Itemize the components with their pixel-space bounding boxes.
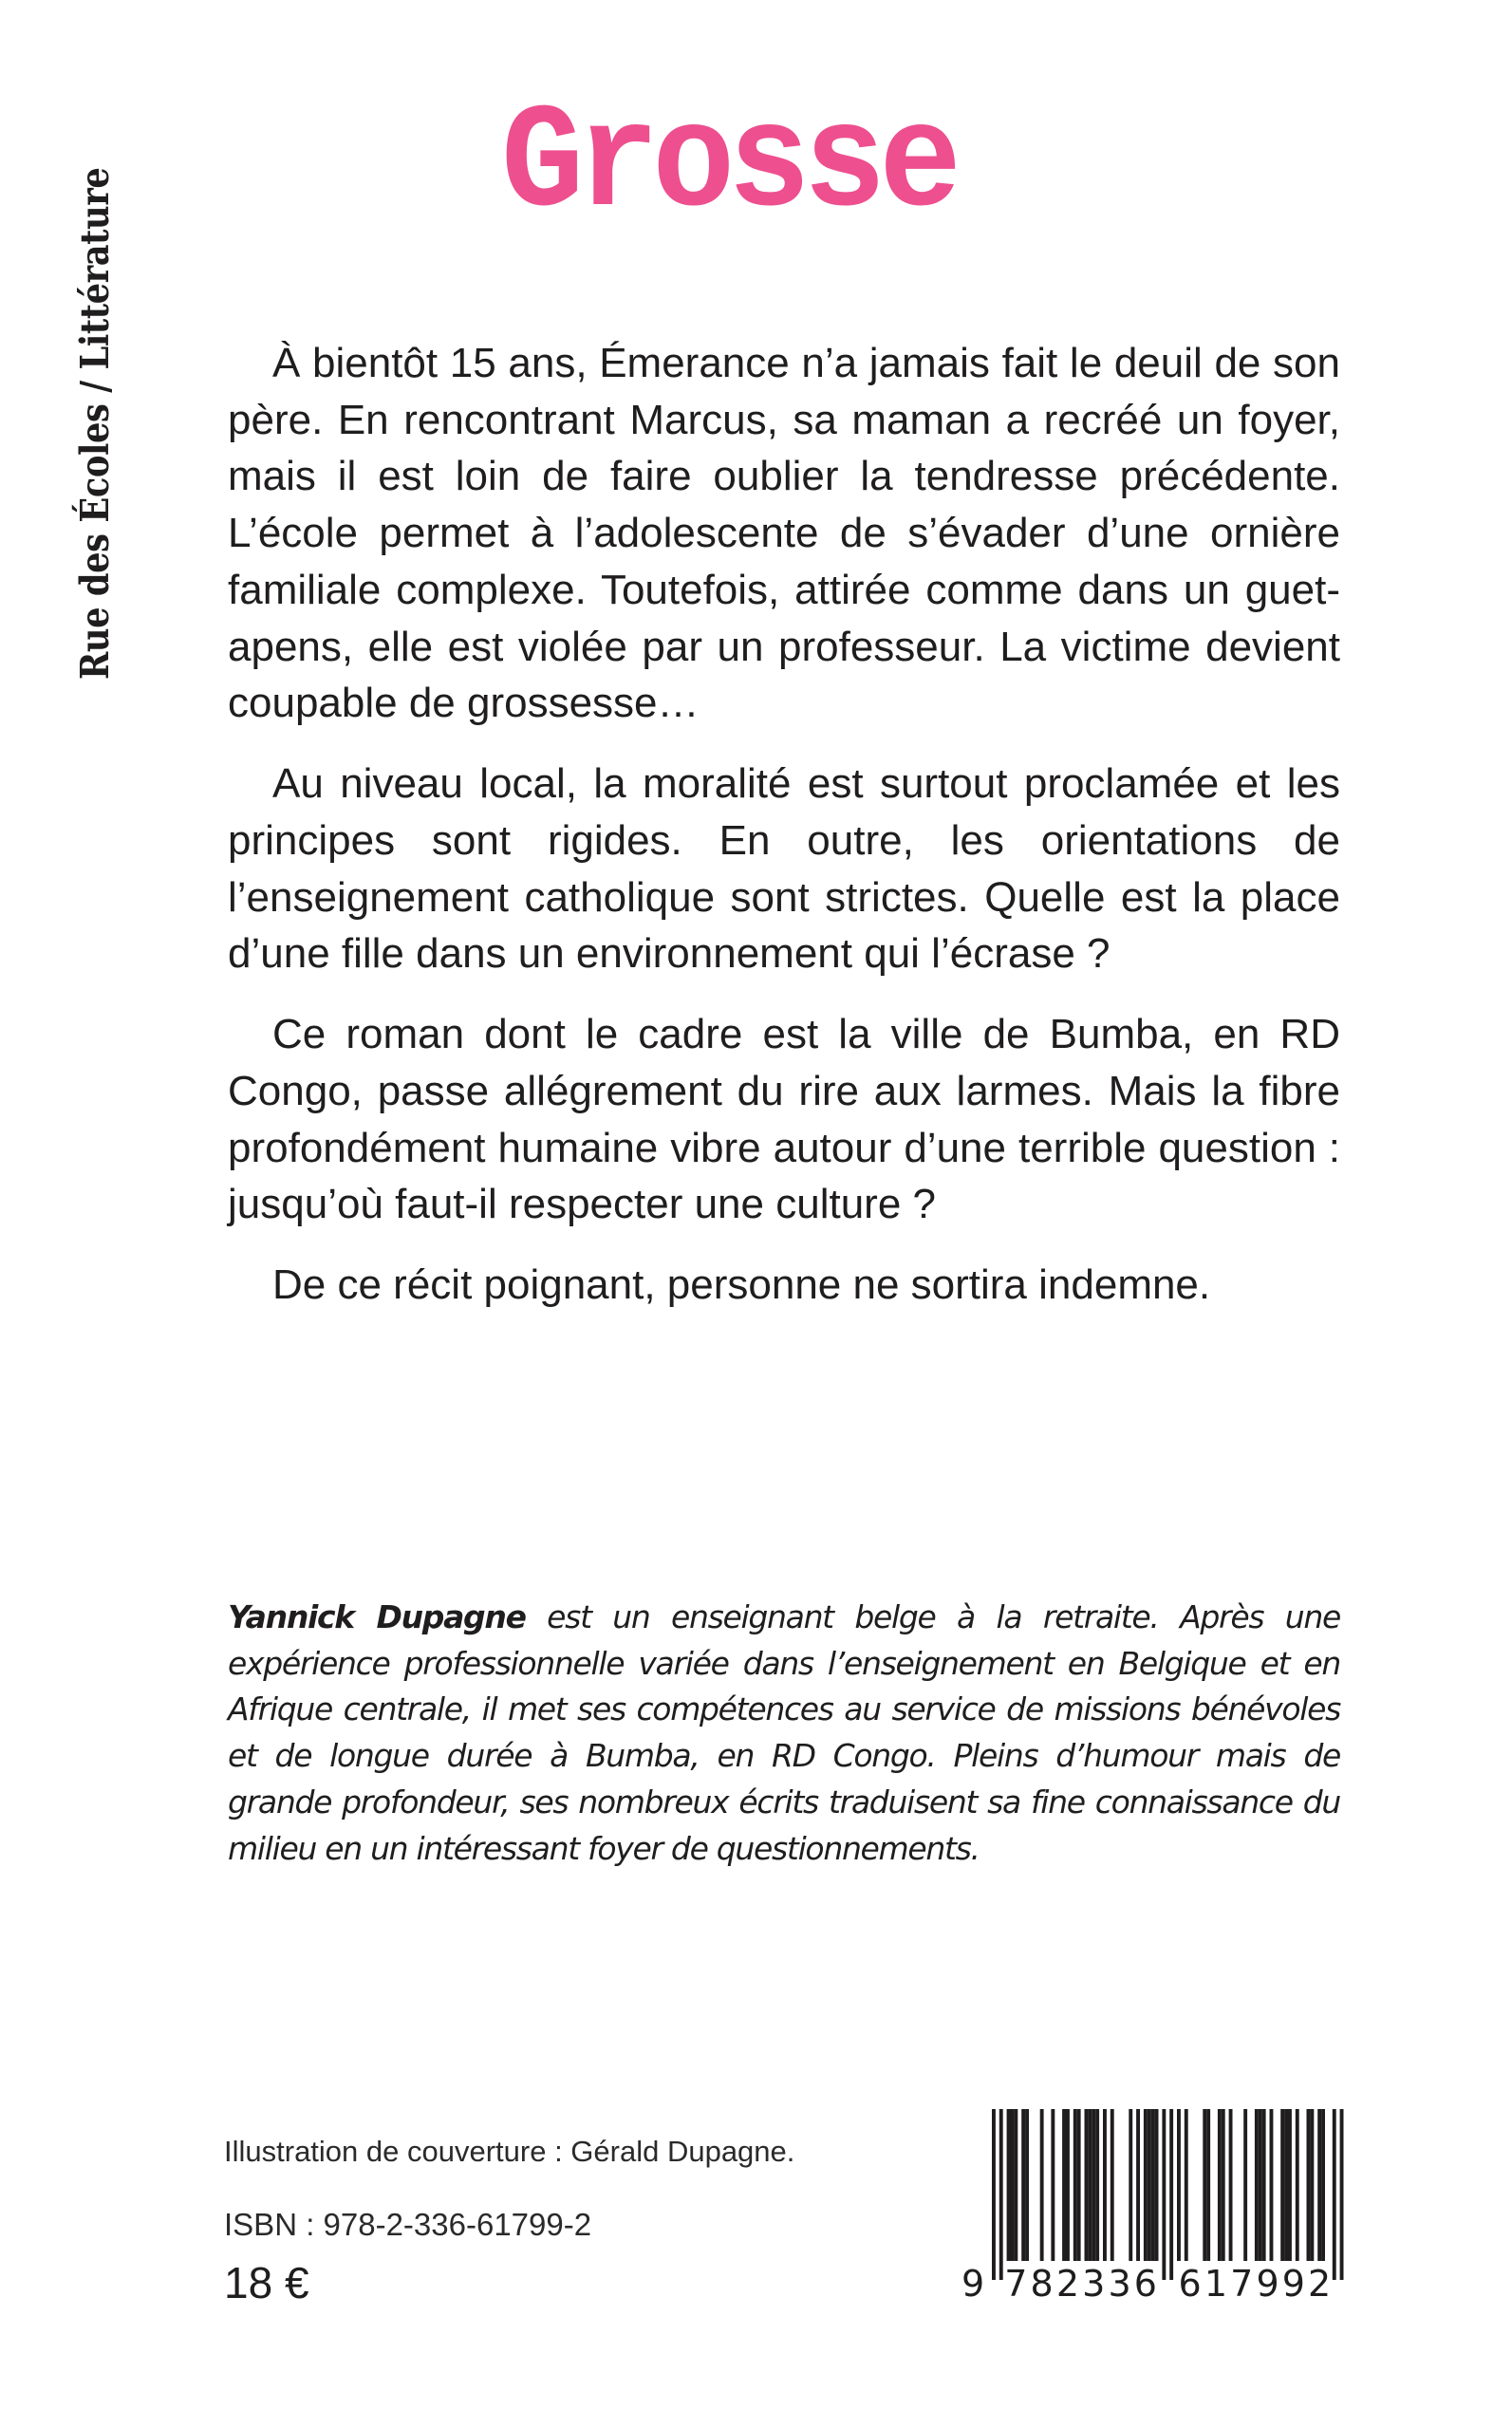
author-bio-text: est un enseignant belge à la retraite. Après une expérience professionnelle variée dans l’enseignement en Belgique et en Afrique centrale, il met ses compétences au service de missions bénévoles et de longue durée à Bumba, en RD Congo. Pleins d’humour mais de grande profondeur, ses nombreux écrits traduisent sa fine connaissance du milieu en un intéressant foyer de questionnements. (228, 1598, 1340, 1867)
svg-text:6: 6 (1178, 2263, 1202, 2305)
svg-text:7: 7 (1004, 2263, 1028, 2305)
blurb-paragraph: À bientôt 15 ans, Émerance n’a jamais fait le deuil de son père. En rencontrant Marcus, sa maman a recréé un foyer, mais il est loin de faire oublier la tendresse précédente. L’école permet à l’adolescente de s’évader d’une ornière familiale complexe. Toutefois, attirée comme dans un guet-apens, elle est violée par un professeur. La victime devient coupable de grossesse… (228, 340, 1340, 727)
blurb-paragraph: Au niveau local, la moralité est surtout proclamée et les principes sont rigides. En outre, les orientations de l’enseignement catholique sont strictes. Quelle est la place d’une fille dans un environnement qui l’écrase ? (228, 760, 1340, 978)
back-cover-blurb (228, 335, 1340, 1337)
book-title: Grosse (501, 81, 955, 249)
svg-text:8: 8 (1030, 2263, 1054, 2305)
svg-text:7: 7 (1230, 2263, 1254, 2305)
illustration-credit: Illustration de couverture : Gérald Dupagne. (224, 2135, 795, 2168)
svg-text:1: 1 (1204, 2263, 1228, 2305)
svg-text:2: 2 (1308, 2263, 1332, 2305)
isbn-label: ISBN : 978-2-336-61799-2 (224, 2207, 592, 2242)
svg-text:3: 3 (1082, 2263, 1106, 2305)
blurb-paragraph: De ce récit poignant, personne ne sortira indemne. (272, 1261, 1211, 1309)
svg-text:3: 3 (1108, 2263, 1131, 2305)
author-name: Yannick Dupagne (228, 1598, 526, 1635)
svg-text:2: 2 (1055, 2263, 1080, 2305)
svg-text:6: 6 (1133, 2263, 1157, 2305)
blurb-paragraph: Ce roman dont le cadre est la ville de Bumba, en RD Congo, passe allégrement du rire aux larmes. Mais la fibre profondément humaine vibre autour d’une terrible question : jusqu’où faut-il respecter une culture ? (228, 1011, 1340, 1228)
barcode-icon (954, 2109, 1353, 2308)
svg-text:9: 9 (1256, 2263, 1279, 2305)
collection-name: Rue des Écoles / Littérature (72, 167, 118, 680)
price-label: 18 € (224, 2258, 309, 2307)
svg-text:9: 9 (961, 2263, 985, 2305)
author-bio (228, 1595, 1340, 1872)
ean13-barcode (954, 2109, 1353, 2308)
svg-text:9: 9 (1281, 2263, 1305, 2305)
spine-collection-label (72, 84, 143, 680)
